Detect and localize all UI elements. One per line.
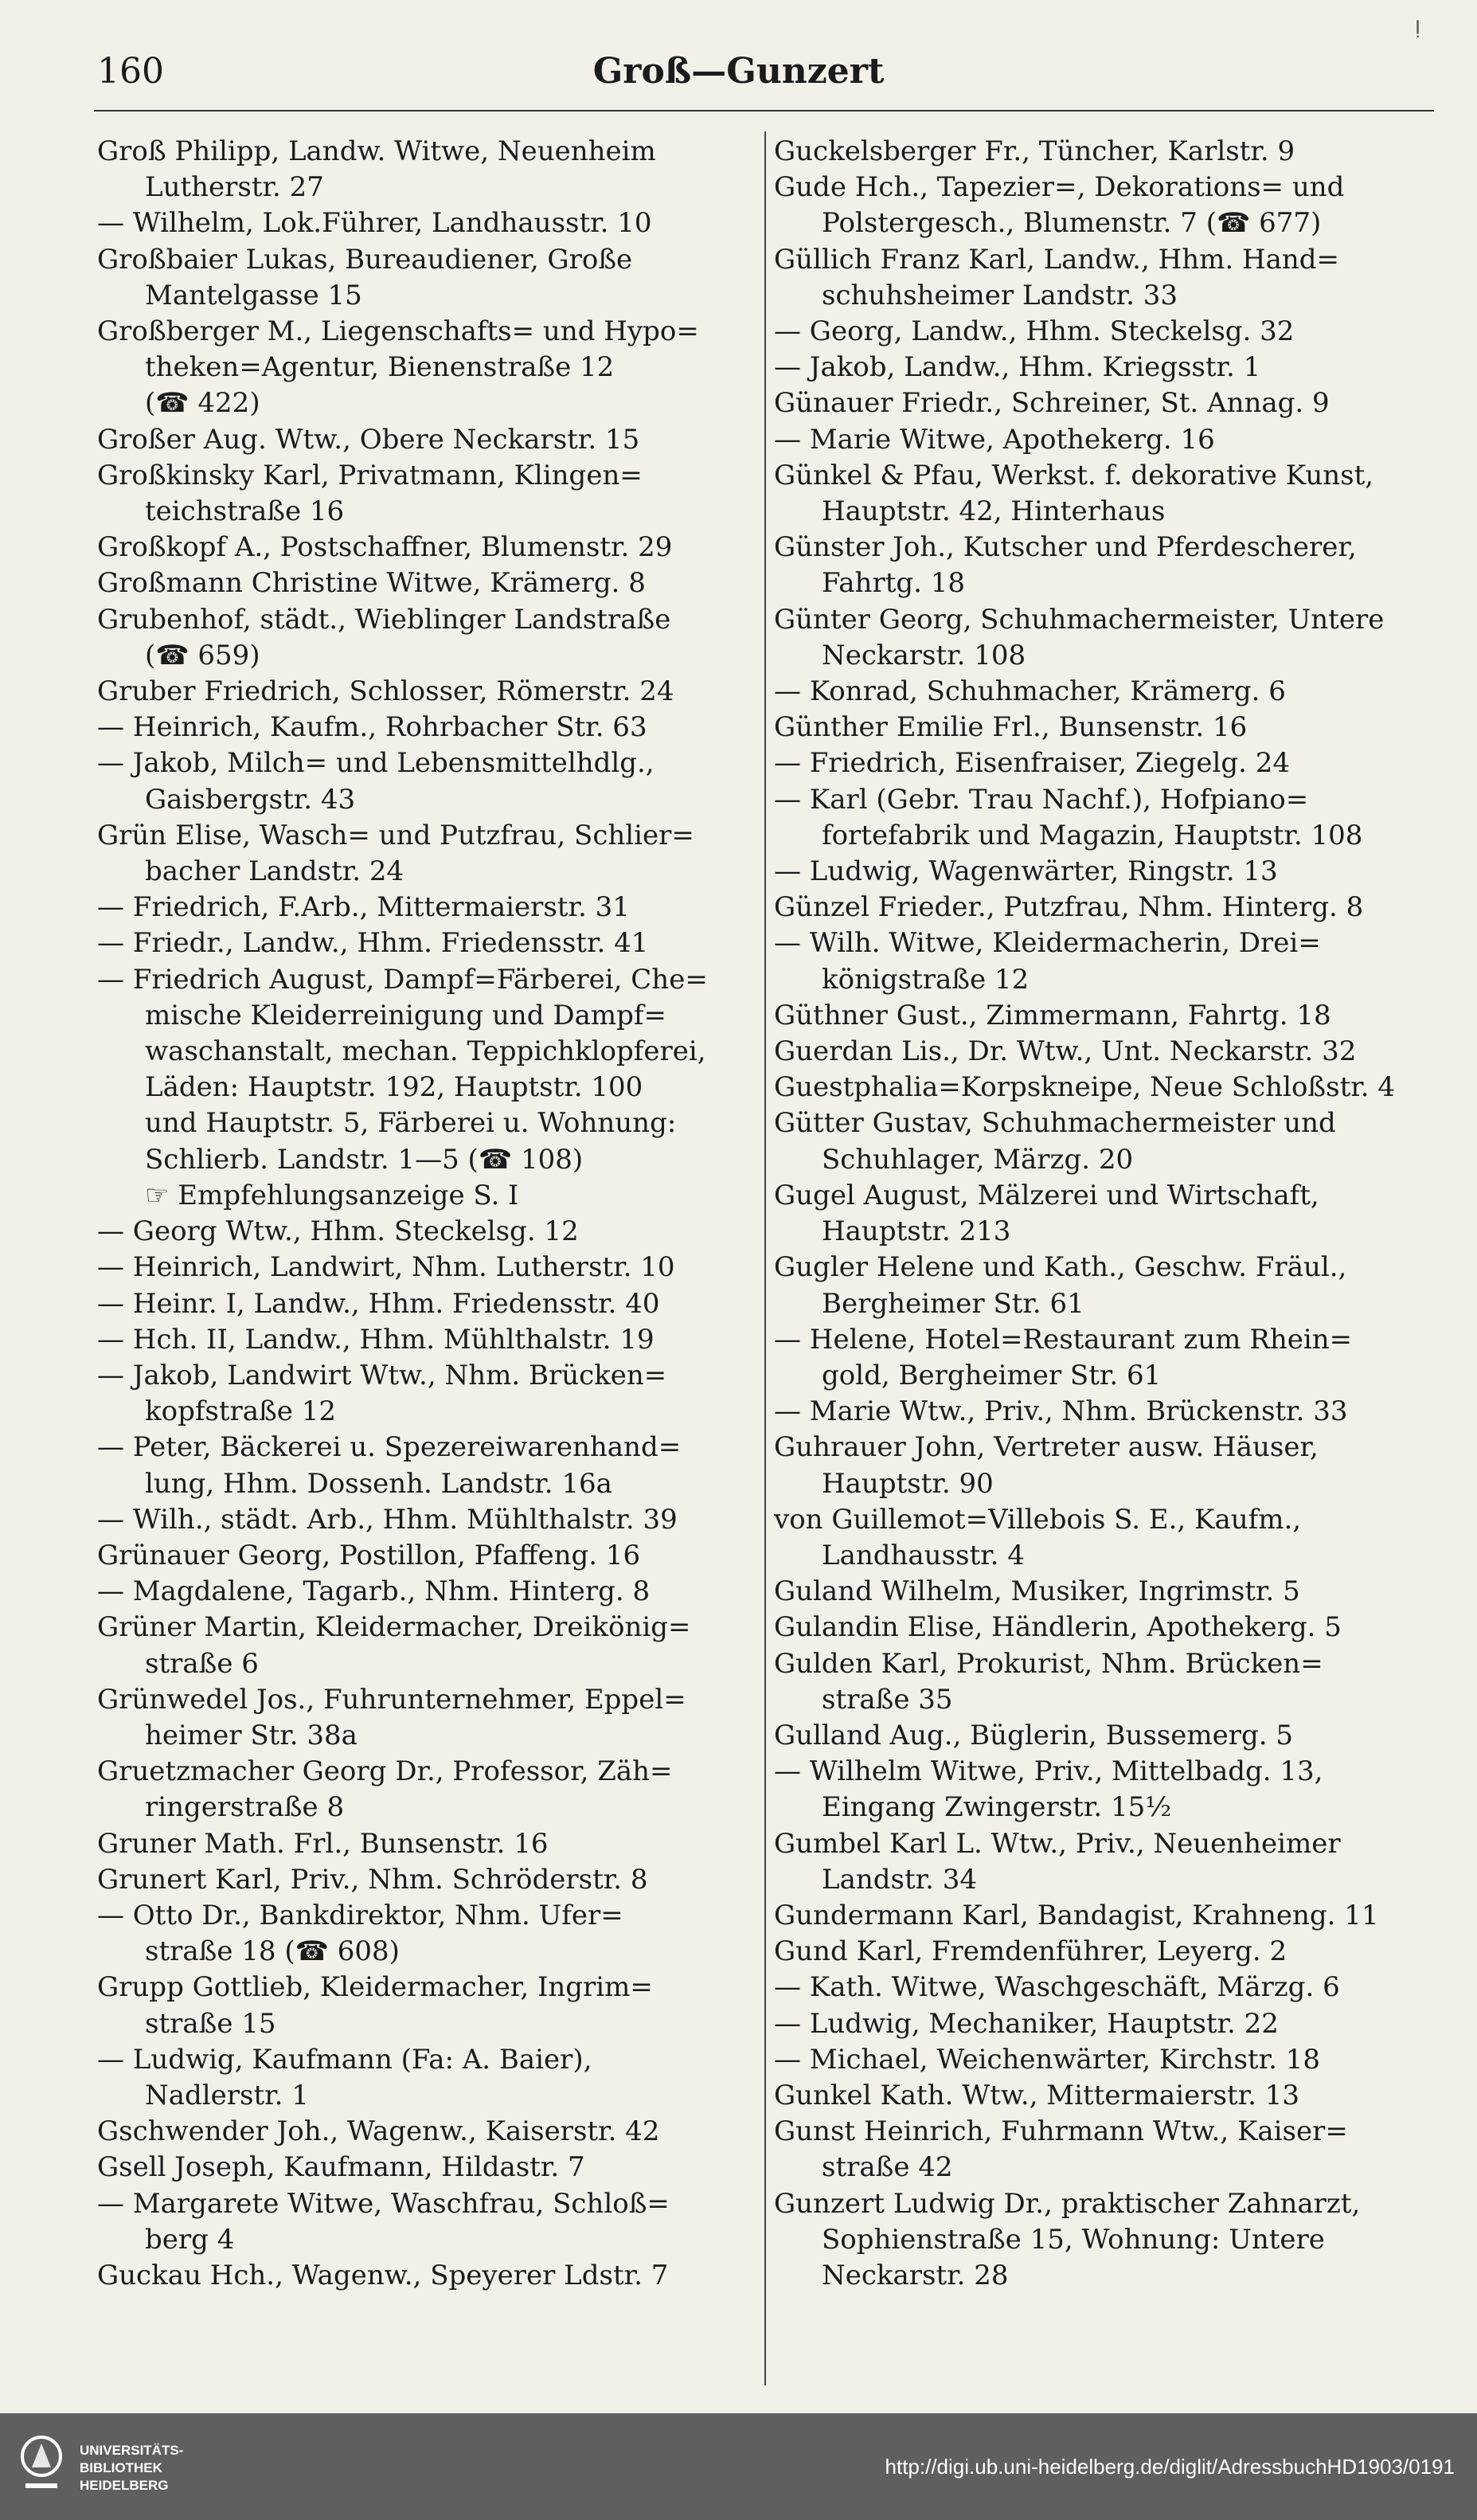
directory-entry [774, 925, 1443, 997]
entry-line: — Peter, Bäckerei u. Spezereiwarenhand= [97, 1431, 682, 1464]
entry-continuation: ☞ Empfehlungsanzeige S. I [145, 1179, 519, 1211]
entry-line: — Georg, Landw., Hhm. Steckelsg. 32 [774, 315, 1295, 348]
directory-entry [774, 602, 1443, 674]
directory-entry [97, 242, 766, 314]
entry-line: — Margarete Witwe, Waschfrau, Schloß= [97, 2187, 670, 2220]
directory-entry [97, 2114, 766, 2150]
entry-line: Großmann Christine Witwe, Krämerg. 8 [97, 567, 646, 600]
corner-mark: ǃ [1414, 16, 1421, 44]
university-seal-icon [18, 2432, 65, 2499]
entry-continuation: Schuhlager, Märzg. 20 [822, 1143, 1134, 1176]
entry-line: — Kath. Witwe, Waschgeschäft, Märzg. 6 [774, 1971, 1340, 2004]
directory-entry [97, 422, 766, 458]
directory-entry [774, 1250, 1443, 1321]
entry-continuation: Läden: Hauptstr. 192, Hauptstr. 100 [145, 1071, 643, 1104]
entry-line: Guland Wilhelm, Musiker, Ingrimstr. 5 [774, 1575, 1300, 1608]
entry-line: Güllich Franz Karl, Landw., Hhm. Hand= [774, 243, 1340, 276]
entry-continuation: Polstergesch., Blumenstr. 7 (☎ 677) [822, 207, 1322, 240]
entry-continuation: straße 6 [145, 1647, 259, 1680]
entry-continuation: straße 15 [145, 2007, 276, 2040]
directory-entry [97, 205, 766, 241]
entry-line: Gude Hch., Tapezier=, Dekorations= und [774, 171, 1345, 204]
entry-continuation: Landstr. 34 [822, 1863, 978, 1896]
directory-entry [774, 1502, 1443, 1574]
directory-entry [774, 1394, 1443, 1430]
entry-line: — Heinrich, Landwirt, Nhm. Lutherstr. 10 [97, 1251, 675, 1284]
entry-continuation: Gaisbergstr. 43 [145, 783, 356, 816]
directory-entry [774, 1898, 1443, 1934]
directory-entry [774, 890, 1443, 925]
entry-continuation: straße 18 (☎ 608) [145, 1935, 400, 1968]
entry-continuation: schuhsheimer Landstr. 33 [822, 279, 1178, 311]
directory-entry [774, 1754, 1443, 1825]
right-column [774, 134, 1443, 2294]
entry-line: Grün Elise, Wasch= und Putzfrau, Schlier= [97, 819, 694, 851]
directory-entry [97, 2042, 766, 2114]
entry-continuation: Nadlerstr. 1 [145, 2079, 309, 2111]
entry-line: Gugel August, Mälzerei und Wirtschaft, [774, 1179, 1319, 1211]
library-name: UNIVERSITÄTS- BIBLIOTHEK HEIDELBERG [80, 2443, 184, 2493]
directory-entry [97, 1286, 766, 1322]
directory-entry [774, 170, 1443, 241]
entry-continuation: Landhausstr. 4 [822, 1539, 1025, 1571]
entry-line: Guerdan Lis., Dr. Wtw., Unt. Neckarstr. 32 [774, 1035, 1357, 1068]
directory-entry [97, 2150, 766, 2185]
directory-entry [97, 1358, 766, 1430]
directory-entry [774, 1034, 1443, 1070]
entry-continuation: Lutherstr. 27 [145, 171, 324, 204]
entry-continuation: Fahrtg. 18 [822, 567, 966, 600]
directory-entry [774, 745, 1443, 781]
source-url[interactable]: http://digi.ub.uni-heidelberg.de/diglit/AdressbuchHD1903/0191 [885, 2455, 1455, 2479]
directory-entry [774, 2006, 1443, 2042]
directory-entry [97, 530, 766, 565]
directory-entry [774, 422, 1443, 458]
entry-line: Gulandin Elise, Händlerin, Apothekerg. 5 [774, 1611, 1342, 1644]
directory-entry [774, 1070, 1443, 1105]
directory-entry [774, 854, 1443, 890]
directory-entry [97, 1538, 766, 1574]
entry-line: Großbaier Lukas, Bureaudiener, Große [97, 243, 633, 276]
entry-line: Günster Joh., Kutscher und Pferdescherer, [774, 531, 1357, 564]
directory-entry [774, 782, 1443, 854]
entry-line: — Wilh., städt. Arb., Hhm. Mühlthalstr. 39 [97, 1503, 678, 1536]
entry-continuation: berg 4 [145, 2223, 235, 2256]
entry-line: Gulland Aug., Büglerin, Bussemerg. 5 [774, 1719, 1293, 1751]
directory-entry [97, 2258, 766, 2294]
entry-continuation: Bergheimer Str. 61 [822, 1287, 1084, 1320]
entry-line: — Michael, Weichenwärter, Kirchstr. 18 [774, 2043, 1320, 2076]
entry-line: — Konrad, Schuhmacher, Krämerg. 6 [774, 675, 1286, 708]
entry-line: — Magdalene, Tagarb., Nhm. Hinterg. 8 [97, 1575, 651, 1608]
entry-continuation: lung, Hhm. Dossenh. Landstr. 16a [145, 1467, 612, 1500]
entry-line: — Georg Wtw., Hhm. Steckelsg. 12 [97, 1215, 579, 1248]
entry-line: Gunst Heinrich, Fuhrmann Wtw., Kaiser= [774, 2115, 1348, 2148]
entry-line: — Wilhelm, Lok.Führer, Landhausstr. 10 [97, 207, 652, 240]
entry-line: — Wilhelm Witwe, Priv., Mittelbadg. 13, [774, 1755, 1323, 1788]
entry-continuation: mische Kleiderreinigung und Dampf= [145, 999, 666, 1031]
entry-line: Gundermann Karl, Bandagist, Krahneng. 11 [774, 1899, 1379, 1931]
directory-entry [774, 1826, 1443, 1898]
entry-line: Gütter Gustav, Schuhmachermeister und [774, 1107, 1336, 1140]
entry-line: Grünwedel Jos., Fuhrunternehmer, Eppel= [97, 1683, 686, 1716]
directory-entry [774, 998, 1443, 1034]
entry-line: — Jakob, Landwirt Wtw., Nhm. Brücken= [97, 1359, 667, 1391]
entry-line: Gund Karl, Fremdenführer, Leyerg. 2 [774, 1935, 1287, 1968]
entry-line: — Ludwig, Mechaniker, Hauptstr. 22 [774, 2007, 1279, 2040]
directory-entry [774, 1610, 1443, 1645]
entry-line: Großkinsky Karl, Privatmann, Klingen= [97, 459, 643, 491]
directory-entry [774, 385, 1443, 421]
page-number: 160 [97, 51, 164, 92]
entry-continuation: ringerstraße 8 [145, 1791, 345, 1824]
entry-line: Guestphalia=Korpskneipe, Neue Schloßstr. 4 [774, 1071, 1396, 1104]
entry-line: — Friedrich August, Dampf=Färberei, Che= [97, 963, 708, 996]
page-title: Groß—Gunzert [592, 51, 885, 92]
directory-entry [97, 1610, 766, 1681]
directory-entry [774, 134, 1443, 170]
entry-line: — Jakob, Landw., Hhm. Kriegsstr. 1 [774, 351, 1261, 384]
directory-entry [97, 1430, 766, 1501]
entry-line: — Helene, Hotel=Restaurant zum Rhein= [774, 1323, 1353, 1356]
directory-entry [97, 925, 766, 961]
entry-line: Groß Philipp, Landw. Witwe, Neuenheim [97, 135, 656, 167]
entry-continuation: Hauptstr. 42, Hinterhaus [822, 495, 1166, 528]
left-column [97, 134, 766, 2294]
directory-entry [774, 2114, 1443, 2185]
directory-entry [774, 1934, 1443, 1970]
entry-continuation: kopfstraße 12 [145, 1395, 336, 1428]
entry-continuation: waschanstalt, mechan. Teppichklopferei, [145, 1035, 706, 1068]
entry-line: — Wilh. Witwe, Kleidermacherin, Drei= [774, 927, 1321, 960]
entry-continuation: Eingang Zwingerstr. 15½ [822, 1791, 1172, 1824]
entry-line: Gulden Karl, Prokurist, Nhm. Brücken= [774, 1647, 1323, 1680]
entry-line: — Heinrich, Kaufm., Rohrbacher Str. 63 [97, 711, 647, 744]
entry-line: Günzel Frieder., Putzfrau, Nhm. Hinterg. 8 [774, 891, 1364, 924]
entry-line: Gruetzmacher Georg Dr., Professor, Zäh= [97, 1755, 673, 1788]
entry-line: Grubenhof, städt., Wieblinger Landstraße [97, 603, 671, 636]
directory-entry [97, 314, 766, 422]
entry-continuation: bacher Landstr. 24 [145, 855, 404, 888]
entry-line: — Otto Dr., Bankdirektor, Nhm. Ufer= [97, 1899, 623, 1931]
directory-entry [774, 1322, 1443, 1394]
directory-entry [774, 314, 1443, 350]
directory-entry [774, 1646, 1443, 1718]
directory-entry [97, 458, 766, 530]
directory-entry [97, 674, 766, 710]
entry-line: Guckau Hch., Wagenw., Speyerer Ldstr. 7 [97, 2259, 669, 2291]
entry-continuation: straße 42 [822, 2151, 953, 2184]
entry-continuation: heimer Str. 38a [145, 1719, 358, 1751]
entry-continuation: straße 35 [822, 1683, 953, 1716]
column-divider [764, 131, 766, 2385]
directory-entry [97, 962, 766, 1214]
entry-line: Günauer Friedr., Schreiner, St. Annag. 9 [774, 387, 1330, 420]
entry-line: Großkopf A., Postschaffner, Blumenstr. 29 [97, 531, 673, 564]
directory-entry [97, 2186, 766, 2258]
entry-continuation: Neckarstr. 108 [822, 639, 1026, 671]
directory-entry [774, 458, 1443, 530]
directory-entry [774, 1178, 1443, 1250]
entry-line: Gunzert Ludwig Dr., praktischer Zahnarzt, [774, 2187, 1361, 2220]
directory-entry [97, 1898, 766, 1970]
directory-entry [774, 350, 1443, 385]
directory-entry [97, 1826, 766, 1862]
entry-line: Grüner Martin, Kleidermacher, Dreikönig= [97, 1611, 691, 1644]
entry-line: — Friedr., Landw., Hhm. Friedensstr. 41 [97, 927, 649, 960]
directory-entry [774, 710, 1443, 745]
entry-line: — Marie Wtw., Priv., Nhm. Brückenstr. 33 [774, 1395, 1348, 1428]
entry-continuation: und Hauptstr. 5, Färberei u. Wohnung: [145, 1107, 677, 1140]
entry-line: — Friedrich, F.Arb., Mittermaierstr. 31 [97, 891, 630, 924]
entry-line: Gumbel Karl L. Wtw., Priv., Neuenheimer [774, 1827, 1341, 1860]
entry-line: Guckelsberger Fr., Tüncher, Karlstr. 9 [774, 135, 1295, 167]
entry-line: Gruber Friedrich, Schlosser, Römerstr. 24 [97, 675, 674, 708]
entry-line: — Hch. II, Landw., Hhm. Mühlthalstr. 19 [97, 1323, 654, 1356]
directory-entry [97, 818, 766, 890]
directory-entry [97, 890, 766, 925]
entry-continuation: Neckarstr. 28 [822, 2259, 1009, 2291]
directory-entry [97, 1250, 766, 1285]
directory-entry [97, 1574, 766, 1610]
entry-line: Gschwender Joh., Wagenw., Kaiserstr. 42 [97, 2115, 660, 2148]
entry-line: — Heinr. I, Landw., Hhm. Friedensstr. 40 [97, 1287, 660, 1320]
directory-entry [774, 530, 1443, 601]
directory-entry [774, 674, 1443, 710]
entry-continuation: gold, Bergheimer Str. 61 [822, 1359, 1162, 1391]
entry-line: — Ludwig, Kaufmann (Fa: A. Baier), [97, 2043, 592, 2076]
entry-continuation: Schlierb. Landstr. 1—5 (☎ 108) [145, 1143, 584, 1176]
directory-entry [97, 134, 766, 205]
directory-entry [774, 2186, 1443, 2295]
directory-entry [97, 710, 766, 745]
directory-entry [97, 1682, 766, 1754]
directory-entry [97, 1970, 766, 2041]
entry-line: Grupp Gottlieb, Kleidermacher, Ingrim= [97, 1971, 653, 2004]
entry-line: Günter Georg, Schuhmachermeister, Untere [774, 603, 1385, 636]
directory-entry [97, 1322, 766, 1358]
entry-line: — Karl (Gebr. Trau Nachf.), Hofpiano= [774, 783, 1309, 816]
entry-line: Guhrauer John, Vertreter ausw. Häuser, [774, 1431, 1319, 1464]
directory-entry [774, 242, 1443, 314]
entry-continuation: teichstraße 16 [145, 495, 345, 528]
directory-entry [97, 565, 766, 601]
entry-continuation: Hauptstr. 213 [822, 1215, 1011, 1248]
directory-entry [774, 2042, 1443, 2078]
entry-line: Gunkel Kath. Wtw., Mittermaierstr. 13 [774, 2079, 1299, 2111]
entry-line: — Friedrich, Eisenfraiser, Ziegelg. 24 [774, 747, 1290, 780]
entry-line: — Ludwig, Wagenwärter, Ringstr. 13 [774, 855, 1278, 888]
entry-line: von Guillemot=Villebois S. E., Kaufm., [774, 1503, 1302, 1536]
directory-entry [774, 1105, 1443, 1177]
entry-line: Gruner Math. Frl., Bunsenstr. 16 [97, 1827, 549, 1860]
entry-continuation: fortefabrik und Magazin, Hauptstr. 108 [822, 819, 1363, 851]
directory-entry [97, 1502, 766, 1538]
entry-line: Günkel & Pfau, Werkst. f. dekorative Kunst, [774, 459, 1374, 491]
directory-entry [774, 1430, 1443, 1501]
entry-line: — Jakob, Milch= und Lebensmittelhdlg., [97, 747, 654, 780]
entry-continuation: Hauptstr. 90 [822, 1467, 994, 1500]
directory-entry [97, 602, 766, 674]
entry-line: Grünauer Georg, Postillon, Pfaffeng. 16 [97, 1539, 641, 1571]
entry-line: Gugler Helene und Kath., Geschw. Fräul., [774, 1251, 1347, 1284]
entry-line: Grunert Karl, Priv., Nhm. Schröderstr. 8 [97, 1863, 648, 1896]
directory-entry [774, 1718, 1443, 1754]
directory-entry [97, 745, 766, 817]
entry-continuation: königstraße 12 [822, 963, 1030, 996]
entry-continuation: Mantelgasse 15 [145, 279, 362, 311]
entry-continuation: (☎ 659) [145, 639, 260, 671]
directory-entry [774, 2078, 1443, 2114]
footer-bar [0, 2413, 1477, 2520]
directory-entry [97, 1862, 766, 1898]
entry-line: Günther Emilie Frl., Bunsenstr. 16 [774, 711, 1248, 744]
directory-entry [774, 1574, 1443, 1610]
entry-line: Güthner Gust., Zimmermann, Fahrtg. 18 [774, 999, 1331, 1031]
header-rule [94, 110, 1434, 112]
entry-line: Großberger M., Liegenschafts= und Hypo= [97, 315, 699, 348]
directory-entry [774, 1970, 1443, 2005]
entry-continuation: theken=Agentur, Bienenstraße 12 [145, 351, 615, 384]
directory-entry [97, 1754, 766, 1825]
entry-line: Großer Aug. Wtw., Obere Neckarstr. 15 [97, 423, 640, 456]
entry-line: — Marie Witwe, Apothekerg. 16 [774, 423, 1215, 456]
entry-continuation: Sophienstraße 15, Wohnung: Untere [822, 2223, 1325, 2256]
entry-line: Gsell Joseph, Kaufmann, Hildastr. 7 [97, 2151, 585, 2184]
directory-entry [97, 1214, 766, 1250]
entry-continuation: (☎ 422) [145, 387, 260, 420]
